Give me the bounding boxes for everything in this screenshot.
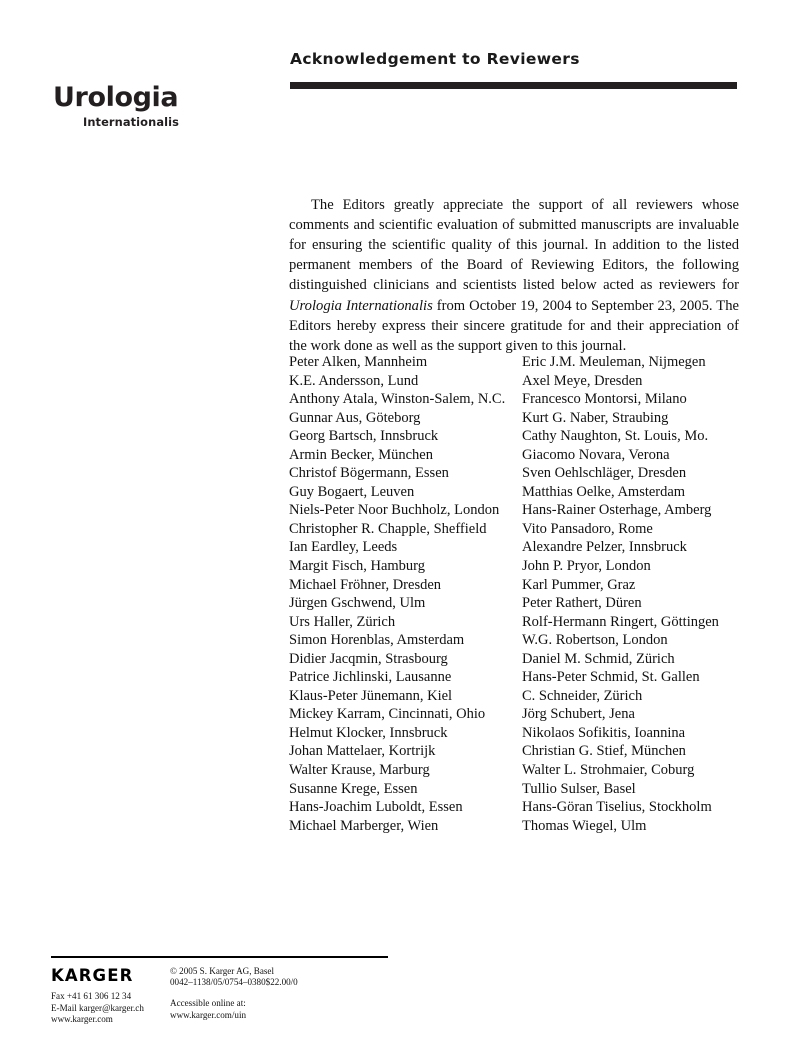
reviewer-name: Didier Jacqmin, Strasbourg (289, 650, 448, 667)
reviewer-name: Walter L. Strohmaier, Coburg (522, 762, 695, 779)
reviewer-name: Walter Krause, Marburg (289, 762, 430, 779)
reviewer-name: Tullio Sulser, Basel (522, 780, 636, 797)
reviewer-name: Christof Bögermann, Essen (289, 465, 449, 482)
reviewer-name: Daniel M. Schmid, Zürich (522, 650, 675, 667)
reviewer-name: Thomas Wiegel, Ulm (522, 817, 647, 834)
reviewer-name: Klaus-Peter Jünemann, Kiel (289, 687, 453, 704)
reviewer-name: Cathy Naughton, St. Louis, Mo. (522, 428, 709, 445)
reviewer-name: Eric J.M. Meuleman, Nijmegen (522, 354, 706, 370)
reviewer-name: Giacomo Novara, Verona (522, 446, 670, 463)
copyright-block (170, 966, 298, 989)
reviewer-name: Guy Bogaert, Leuven (289, 483, 415, 500)
reviewer-name: Hans-Peter Schmid, St. Gallen (522, 669, 700, 686)
reviewer-name: Armin Becker, München (289, 446, 433, 463)
footer-divider-rule (51, 956, 388, 958)
reviewer-name: Margit Fisch, Hamburg (289, 558, 426, 575)
page-title: Acknowledgement to Reviewers (290, 50, 580, 68)
reviewer-name: Francesco Montorsi, Milano (522, 391, 687, 408)
online-access-url[interactable]: www.karger.com/uin (170, 1009, 247, 1020)
reviewer-name: Mickey Karram, Cincinnati, Ohio (289, 706, 486, 723)
online-access-label: Accessible online at: (170, 998, 246, 1008)
reviewer-name: Hans-Joachim Luboldt, Essen (289, 799, 463, 816)
reviewer-name: Axel Meye, Dresden (522, 372, 643, 389)
intro-text-part2: from October 19, 2004 to September 23, 2005. The Editors hereby express their sincere gratitude for and their appreciation of the work done as well as the support given to this journal. (289, 297, 739, 355)
reviewer-name: Simon Horenblas, Amsterdam (289, 632, 465, 649)
online-access-block (170, 998, 246, 1021)
issn-price-code: 0042–1138/05/0754–0380$22.00/0 (170, 977, 298, 988)
publisher-email[interactable]: E-Mail karger@karger.ch (51, 1002, 144, 1013)
reviewer-name: Christopher R. Chapple, Sheffield (289, 520, 487, 537)
reviewer-name: Matthias Oelke, Amsterdam (522, 483, 686, 500)
publisher-contact (51, 991, 144, 1026)
intro-text-part1: The Editors greatly appreciate the support of all reviewers whose comments and scientific evaluation of submitted manuscripts are invaluable for ensuring the scientific quality of this journal. In addition to the listed permanent members of the Board of Reviewing Editors, the following distinguished clinicians and scientists listed below acted as reviewers for (289, 196, 739, 294)
reviewer-name: Rolf-Hermann Ringert, Göttingen (522, 613, 719, 630)
reviewer-name: Patrice Jichlinski, Lausanne (289, 669, 452, 686)
reviewer-name: Michael Marberger, Wien (289, 817, 439, 834)
copyright-notice: © 2005 S. Karger AG, Basel (170, 966, 274, 976)
reviewer-name: Helmut Klocker, Innsbruck (289, 724, 448, 741)
reviewer-column-left (289, 353, 522, 835)
reviewer-name: Jörg Schubert, Jena (522, 706, 635, 723)
reviewer-name: Alexandre Pelzer, Innsbruck (522, 539, 687, 556)
reviewer-name: Michael Fröhner, Dresden (289, 576, 442, 593)
journal-logo-subtitle: Internationalis (83, 115, 179, 130)
reviewer-name: Johan Mattelaer, Kortrijk (289, 743, 436, 760)
reviewer-name: Peter Alken, Mannheim (289, 354, 428, 370)
reviewer-name: Jürgen Gschwend, Ulm (289, 595, 426, 612)
reviewer-name: Urs Haller, Zürich (289, 613, 396, 630)
intro-paragraph (289, 195, 739, 357)
journal-logo (53, 84, 233, 129)
reviewer-name: Peter Rathert, Düren (522, 595, 642, 612)
reviewer-name: Hans-Rainer Osterhage, Amberg (522, 502, 712, 519)
reviewer-name: Vito Pansadoro, Rome (522, 520, 653, 537)
reviewer-name: Nikolaos Sofikitis, Ioannina (522, 724, 686, 741)
reviewer-name: Gunnar Aus, Göteborg (289, 409, 421, 426)
publisher-website[interactable]: www.karger.com (51, 1014, 113, 1025)
reviewer-list (289, 353, 741, 835)
reviewer-name: Anthony Atala, Winston-Salem, N.C. (289, 391, 506, 408)
header-divider-rule (290, 82, 737, 89)
reviewer-name: Niels-Peter Noor Buchholz, London (289, 502, 500, 519)
reviewer-name: K.E. Andersson, Lund (289, 372, 419, 389)
reviewer-name: W.G. Robertson, London (522, 632, 668, 649)
journal-logo-main: Urologia (53, 82, 179, 113)
reviewer-name: Georg Bartsch, Innsbruck (289, 428, 439, 445)
reviewer-name: Hans-Göran Tiselius, Stockholm (522, 799, 712, 816)
reviewer-name: C. Schneider, Zürich (522, 687, 643, 704)
intro-journal-title: Urologia Internationalis (289, 297, 433, 314)
reviewer-name: Christian G. Stief, München (522, 743, 686, 760)
reviewer-name: Kurt G. Naber, Straubing (522, 409, 669, 426)
reviewer-name: Sven Oehlschläger, Dresden (522, 465, 687, 482)
reviewer-name: Karl Pummer, Graz (522, 576, 636, 593)
reviewer-name: John P. Pryor, London (522, 558, 651, 575)
page-footer (51, 964, 741, 1028)
reviewer-name: Susanne Krege, Essen (289, 780, 418, 797)
reviewer-column-right (522, 353, 741, 835)
karger-logo: KARGER (51, 966, 134, 985)
reviewer-name: Ian Eardley, Leeds (289, 539, 398, 556)
publisher-fax: Fax +41 61 306 12 34 (51, 991, 132, 1001)
